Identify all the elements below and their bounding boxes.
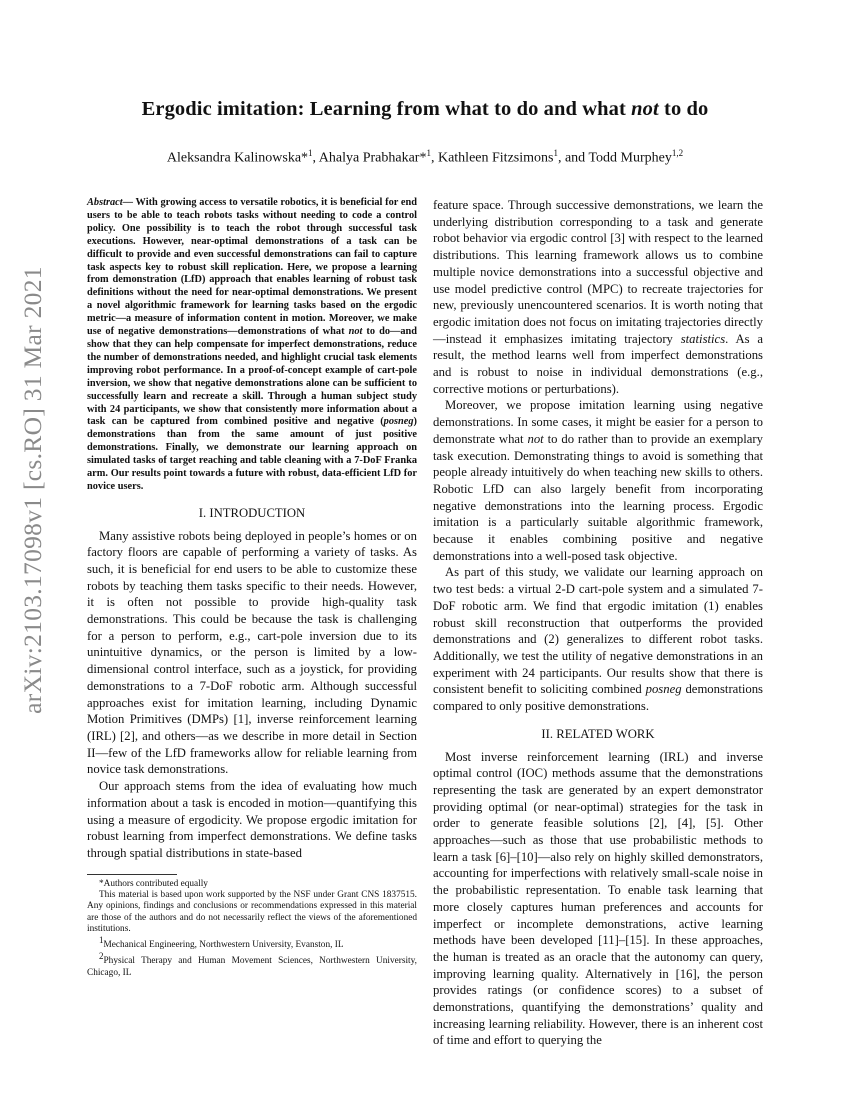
author-name: Aleksandra Kalinowska* — [166, 150, 309, 166]
footnote: *Authors contributed equally — [99, 878, 208, 889]
right-column — [433, 197, 763, 1049]
author-affiliation: 1,2 — [671, 148, 684, 158]
author-affiliation: 1 — [553, 148, 558, 158]
body-paragraph: Most inverse reinforcement learning (IRL) and inverse optimal control (IOC) methods assume that the demonstrations representing the task are generated by an expert demonstrator providing optimal (or near-optimal) strategies for the task in order to generate feasible solutions [2], [4], [5]. Other approaches—such as those that use probabilistic methods to learn a task [6]–[10]—also rely on highly skilled demonstrators, accounting for imperfections with relatively small-scale noise in the probabilistic representation. To enable task learning that more closely captures human preferences and accounts for imperfect or incomplete demonstrations, active learning methods have been developed [11]–[15]. In these approaches, the human is treated as an oracle that the autonomy can query, improving learning quality. Alternatively in [16], the person provides ratings (or confidence scores) to a subset of demonstrations, quantifying the demonstrations’ quality and increasing learning reliability. However, there is an inherent cost of time and effort to querying the — [433, 749, 763, 1048]
author-name: Ahalya Prabhakar* — [318, 150, 427, 166]
author-name: Todd Murphey — [588, 150, 672, 166]
abstract: Abstract— With growing access to versatile robotics, it is beneficial for end users to be able to teach robots tasks without needing to code a control policy. One possibility is to teach the robot through successful task executions. However, near-optimal demonstrations of a task can be difficult to provide and even successful demonstrations can fail to capture task aspects key to robust skill replication. Here, we propose a learning from demonstration (LfD) approach that enables learning of robust task definitions without the need for near-optimal demonstrations. We present a novel algorithmic framework for learning tasks based on the ergodic metric—a measure of information content in motion. Moreover, we make use of negative demonstrations—demonstrations of what not to do—and show that they can help compensate for imperfect demonstrations, reduce the number of demonstrations needed, and highlight crucial task elements improving robot performance. In a proof-of-concept example of cart-pole inversion, we show that negative demonstrations alone can be sufficient to successfully learn and recreate a skill. Through a human subject study with 24 participants, we show that consistently more information about a task can be captured from combined positive and negative (posneg) demonstrations than from the same amount of just positive demonstrations. Finally, we demonstrate our learning approach on simulated tasks of target reaching and table cleaning with a 7-DoF Franka arm. Our results point towards a future with robust, data-efficient LfD for novice users. — [87, 197, 418, 492]
body-paragraph: feature space. Through successive demonstrations, we learn the underlying distribution corresponding to a task and generate robot behavior via ergodic control [3] with respect to the learned distributions. This learning framework allows us to combine multiple novice demonstrations into a successful objective and use model predictive control (MPC) to recreate trajectories for new, previously unencountered scenarios. It is worth noting that ergodic imitation does not focus on imitating trajectories directly—instead it emphasizes imitating trajectory statistics. As a result, the method learns well from imperfect demonstrations and is robust to noise in individual demonstrations (e.g., corrective motions or perturbations). — [433, 198, 763, 396]
footnote: $^2$Physical Therapy and Human Movement Sciences, Northwestern University, Chicago, IL — [87, 951, 417, 978]
section-heading-introduction: I. INTRODUCTION — [198, 505, 306, 520]
intro-paragraph: Many assistive robots being deployed in people’s homes or on factory floors are capable of performing a variety of tasks. As such, it is beneficial for end users to be able to customize these robots by teaching them tasks specific to their needs. However, it is often not possible to provide high-quality task demonstrations. This could be because the task is challenging for a person to perform, e.g., cart-pole inversion due to its unintuitive dynamics, or the person is limited by a low-dimensional control interface, such as a joystick, for providing demonstrations to a 7-DoF robotic arm. Although successful approaches exist for imitation learning, including Dynamic Motion Primitives (DMPs) [1], inverse reinforcement learning (IRL) [2], and others—as we describe in more detail in Section II—few of the LfD frameworks allow for reliable learning from novice task demonstrations. — [87, 528, 417, 777]
arxiv-id: arXiv:2103.17098v1 [cs.RO] 31 Mar 2021 — [18, 266, 47, 714]
footnote: $^1$Mechanical Engineering, Northwestern University, Evanston, IL — [99, 935, 344, 951]
author-name: Kathleen Fitzsimons — [437, 150, 554, 166]
paper-title: Ergodic imitation: Learning from what to do and what not to do — [141, 98, 709, 120]
author-affiliation: 1 — [308, 148, 313, 158]
arxiv-watermark — [8, 266, 58, 714]
footnote-rule — [87, 874, 177, 875]
author-affiliation: 1 — [426, 148, 431, 158]
intro-paragraph: Our approach stems from the idea of evaluating how much information about a task is encoded in motion—quantifying this using a measure of ergodicity. We propose ergodic imitation for robust learning from imperfect demonstrations. We define tasks through spatial distributions in state-based — [87, 779, 417, 860]
left-column — [87, 197, 417, 979]
body-paragraph: As part of this study, we validate our learning approach on two test beds: a virtual 2-D cart-pole system and a simulated 7-DoF robotic arm. We find that ergodic imitation (1) enables robust skill reconstruction that outperforms the provided demonstrations and (2) generalizes to different robot tasks. Additionally, we test the utility of negative demonstrations in an experiment with 24 participants. Our results show that there is consistent benefit to soliciting combined posneg demonstrations compared to only positive demonstrations. — [433, 565, 763, 714]
section-heading-related-work: II. RELATED WORK — [541, 726, 655, 741]
author-list: Aleksandra Kalinowska*$^1$, Ahalya Prabhakar*$^1$, Kathleen Fitzsimons$^1$, and Todd Murphey$^{1,2}$ — [166, 148, 684, 166]
body-paragraph: Moreover, we propose imitation learning using negative demonstrations. In some cases, it might be easier for a person to demonstrate what not to do rather than to provide an exemplary task execution. Demonstrating things to avoid is something that people already intuitively do when teaching new skills to others. Robotic LfD can also largely benefit from incorporating negative demonstrations into the learning process. Ergodic imitation is a particularly suitable algorithmic framework, because it enables combining positive and negative demonstrations into a well-posed task objective. — [433, 398, 763, 563]
footnote: This material is based upon work supported by the NSF under Grant CNS 1837515. Any opinions, findings and conclusions or recommendations expressed in this material are those of the authors and do not necessarily reflect the views of the aforementioned institutions. — [87, 889, 417, 934]
